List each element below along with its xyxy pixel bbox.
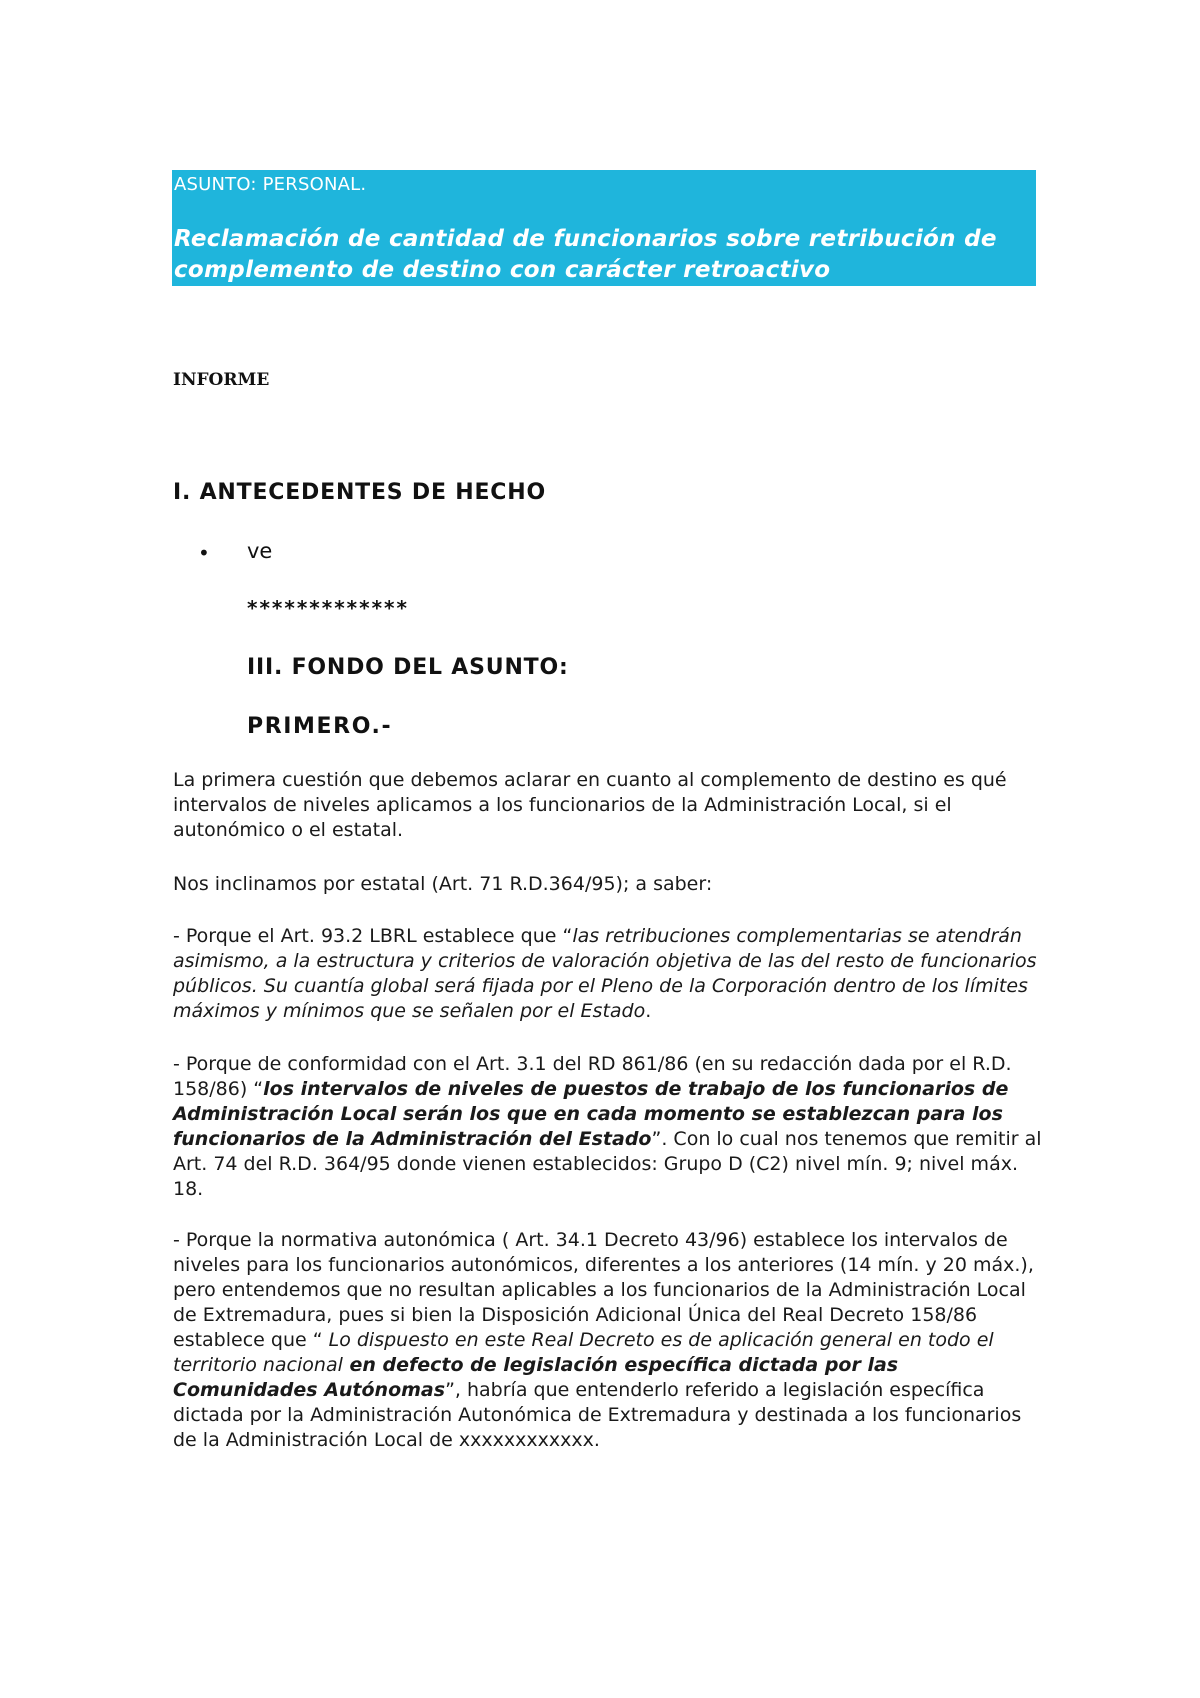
section-title-antecedentes: I. ANTECEDENTES DE HECHO — [173, 480, 546, 505]
paragraph-5 — [173, 1228, 1043, 1453]
subject-banner — [172, 170, 1036, 286]
subject-label: ASUNTO: PERSONAL. — [174, 174, 367, 195]
paragraph-5-quote-italic: Lo dispuesto en este Real Decreto es de aplicación general en todo el territorio nacional — [173, 1329, 994, 1376]
bullet-item-text: ve — [247, 539, 273, 563]
paragraph-1: La primera cuestión que debemos aclarar en cuanto al complemento de destino es qué intervalos de niveles aplicamos a los funcionarios de la Administración Local, si el autonómico o el estatal. — [173, 769, 1007, 841]
paragraph-5-intro: - Porque la normativa autonómica ( Art. 34.1 Decreto 43/96) establece los intervalos de niveles para los funcionarios autonómicos, diferentes a los anteriores (14 mín. y 20 máx.), pero entendemos que no resultan aplicables a los funcionarios de la Administración Local de Extremadura, pues si bien la Disposición Adicional Única del Real Decreto 158/86 establece que “ — [173, 1229, 1034, 1351]
paragraph-5-rest: ”, habría que entenderlo referido a legislación específica dictada por la Administración Autonómica de Extremadura y destinada a los funcionarios de la Administración Local de xxxxxxxxxxxx. — [173, 1379, 1022, 1451]
bullet-icon: • — [198, 541, 210, 565]
paragraph-2: Nos inclinamos por estatal (Art. 71 R.D.364/95); a saber: — [173, 873, 713, 895]
paragraph-3-end: . — [645, 1000, 652, 1022]
paragraph-5-quote-bold: en defecto de legislación específica dictada por las Comunidades Autónomas — [173, 1354, 899, 1401]
subsection-title-primero: PRIMERO.- — [247, 714, 393, 739]
paragraph-4-quote: los intervalos de niveles de puestos de trabajo de los funcionarios de Administración Local serán los que en cada momento se establezcan para los funcionarios de la Administración del Estado — [173, 1078, 1009, 1150]
paragraph-4 — [173, 1052, 1043, 1202]
paragraph-3-quote: las retribuciones complementarias se atendrán asimismo, a la estructura y criterios de valoración objetiva de las del resto de funcionarios públicos. Su cuantía global será fijada por el Pleno de la Corporación dentro de los límites máximos y mínimos que se señalen por el Estado — [173, 925, 1037, 1022]
paragraph-3-intro: - Porque el Art. 93.2 LBRL establece que “ — [173, 925, 573, 947]
paragraph-3 — [173, 924, 1043, 1024]
paragraph-4-rest: ”. Con lo cual nos tenemos que remitir al Art. 74 del R.D. 364/95 donde vienen establecidos: Grupo D (C2) nivel mín. 9; nivel máx. 18. — [173, 1128, 1042, 1200]
subject-headline: Reclamación de cantidad de funcionarios sobre retribución de complemento de destino con carácter retroactivo — [174, 226, 997, 283]
paragraph-4-intro: - Porque de conformidad con el Art. 3.1 del RD 861/86 (en su redacción dada por el R.D. 158/86) “ — [173, 1053, 1012, 1100]
section-title-fondo: III. FONDO DEL ASUNTO: — [247, 655, 569, 680]
informe-label: INFORME — [173, 370, 270, 390]
separator-stars: ************* — [247, 596, 409, 620]
